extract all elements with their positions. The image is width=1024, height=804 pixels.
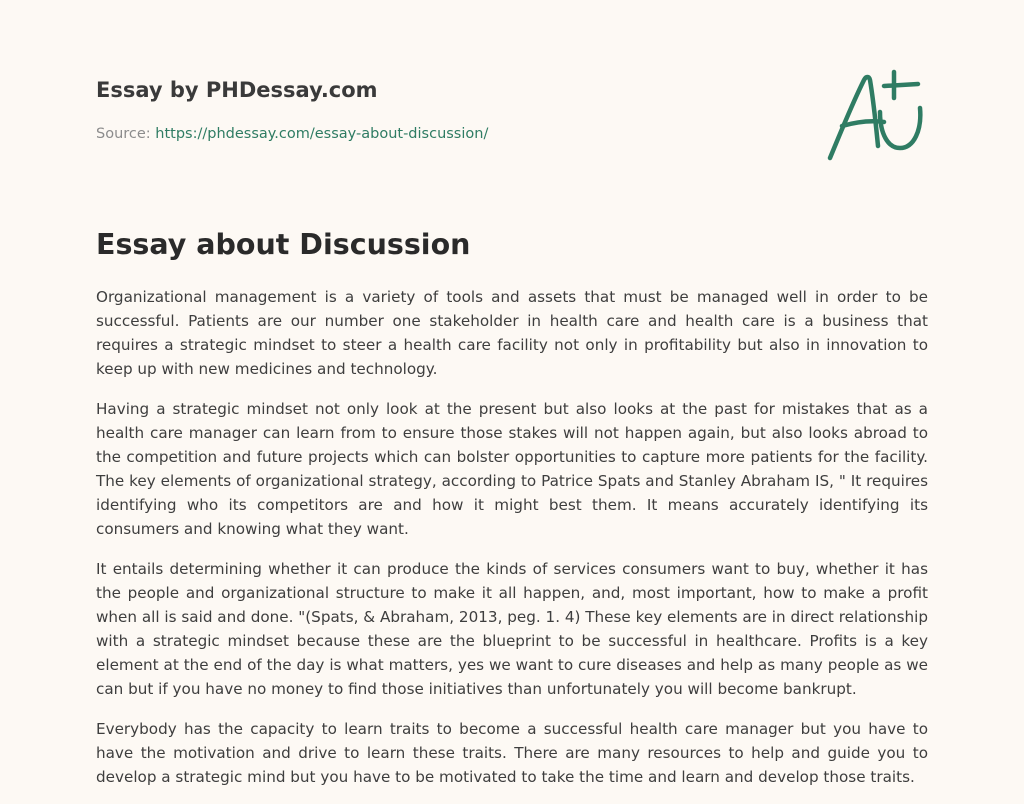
essay-title: Essay about Discussion	[96, 228, 471, 261]
a-plus-icon	[822, 68, 928, 164]
page-header	[96, 76, 736, 144]
source-label: Source:	[96, 126, 156, 142]
source-line	[96, 124, 736, 144]
essay-paragraph: It entails determining whether it can produce the kinds of services consumers want to buy, whether it has the people and organizational structure to make it all happen, and, most important, how to make a profit when all is said and done. "(Spats, & Abraham, 2013, peg. 1. 4) These key elements are in direct relationship with a strategic mindset because these are the blueprint to be successful in healthcare. Profits is a key element at the end of the day is what matters, yes we want to cure diseases and help as many people as we can but if you have no money to find those initiatives than unfortunately you will become bankrupt.	[96, 560, 928, 698]
essay-paragraph: Everybody has the capacity to learn traits to become a successful health care manager but you have to have the motivation and drive to learn these traits. There are many resources to help and guide you to develop a strategic mind but you have to be motivated to take the time and learn and develop those traits.	[96, 720, 928, 786]
essay-paragraph: Organizational management is a variety of tools and assets that must be managed well in order to be successful. Patients are our number one stakeholder in health care and health care is a business that requires a strategic mindset to steer a health care facility not only in profitability but also in innovation to keep up with new medicines and technology.	[96, 288, 928, 378]
essay-body	[96, 285, 928, 804]
site-brand: Essay by PHDessay.com	[96, 78, 378, 102]
source-link[interactable]: https://phdessay.com/essay-about-discussion/	[155, 126, 489, 142]
essay-paragraph: Having a strategic mindset not only look at the present but also looks at the past for mistakes that as a health care manager can learn from to ensure those stakes will not happen again, but also looks abroad to the competition and future projects which can bolster opportunities to capture more patients for the facility. The key elements of organizational strategy, according to Patrice Spats and Stanley Abraham IS, " It requires identifying who its competitors are and how it might best them. It means accurately identifying its consumers and knowing what they want.	[96, 400, 928, 538]
